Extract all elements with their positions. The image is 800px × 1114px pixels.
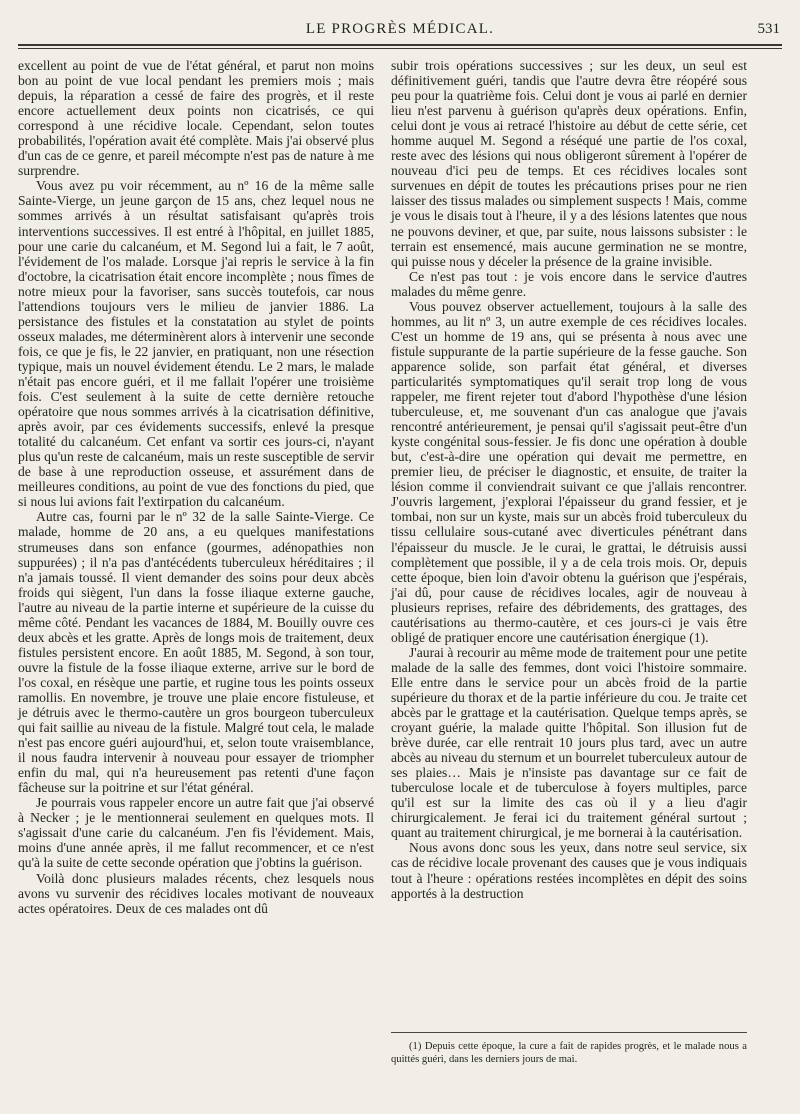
footnote-rule [391, 1032, 747, 1033]
page-number: 531 [757, 21, 780, 37]
paragraph: excellent au point de vue de l'état général, et parut non moins bon au point de vue local pendant les premiers mois ; mais depuis, la réparation a cessé de faire des progrès, et il reste encore actuellement deux points non cicatrisés, ce qui correspond à une récidive locale. Cependant, selon toutes probabilités, l'opération avait été complète. Mais j'ai observé plus d'un cas de ce genre, et pareil mécompte n'est pas de nature à me surprendre. [18, 58, 374, 179]
paragraph: Ce n'est pas tout : je vois encore dans le service d'autres malades du même genre. [391, 268, 747, 299]
running-title: LE PROGRÈS MÉDICAL. [305, 21, 495, 37]
header-rule-thin [18, 48, 782, 49]
paragraph: J'aurai à recourir au même mode de traitement pour une petite malade de la salle des femmes, dont voici l'histoire sommaire. Elle entre dans le service pour un abcès froid de la partie supérieure du thorax et de la partie inférieure du cou. Je traite cet abcès par le grattage et la cautérisation. Quelque temps après, se croyant guérie, la malade quitte l'hôpital. Son illusion fut de brève durée, car elle rentrait 10 jours plus tard, avec un autre abcès au niveau du sternum et un bourrelet tuberculeux autour de ses plaies… Mais je n'insiste pas davantage sur ce fait de tuberculose locale et de tuberculose à foyers multiples, parce qu'il est sur la limite des cas où il y a lieu d'agir chirurgicalement. Je ferai ici du traitement général surtout ; quant au traitement chirurgical, je me bornerai à la cautérisation. [391, 644, 747, 841]
paragraph: subir trois opérations successives ; sur les deux, un seul est définitivement guéri, tandis que l'autre devra être réopéré sous peu pour la quatrième fois. Celui dont je vous ai parlé en dernier lieu n'est parvenu à guérison qu'après deux opérations. Enfin, celui dont je vous ai retracé l'histoire au début de cette série, cet homme auquel M. Segond a réséqué une partie de l'os coxal, reste avec des lésions qui nous obligeront sûrement à l'opérer de nouveau d'ici peu de temps. Et ces récidives locales sont survenues en dépit de toutes les précautions prises pour ne rien laisser des tissus malades ou simplement suspects ! Mais, comme je vous le disais tout à l'heure, il y a des lésions latentes que nous ne pouvons deviner, et que, par suite, nous laissons subsister : le terrain est ensemencé, mais aucune germination ne se montre, qui puisse nous y déceler la présence de la graine invisible. [391, 58, 747, 269]
paragraph: Voilà donc plusieurs malades récents, chez lesquels nous avons vu survenir des récidives locales motivant de nouveaux actes opératoires. Deux de ces malades ont dû [18, 870, 374, 916]
paragraph: Vous pouvez observer actuellement, toujours à la salle des hommes, au lit nº 3, un autre exemple de ces récidives locales. C'est un homme de 19 ans, qui se présenta à nous avec une fistule suppurante de la partie supérieure de la fesse gauche. Son apparence solide, son parfait état général, et diverses particularités symptomatiques qu'il serait trop long de vous rappeler, me firent rejeter tout d'abord l'hypothèse d'une lésion tuberculeuse, et, me souvenant d'un cas analogue que j'avais rencontré antérieurement, je pensai qu'il s'agissait peut-être d'un kyste congénital sous-fessier. Je fis donc une opération à double but, c'est-à-dire une opération qui devait me permettre, en premier lieu, de préciser le diagnostic, et ensuite, de traiter la lésion comme il conviendrait suivant ce que j'allais rencontrer. J'ouvris largement, j'explorai l'épaisseur du grand fessier, et je tombai, non sur un kyste, mais sur un abcès froid tuberculeux du tissu cellulaire sous-cutané avec diverticules pénétrant dans l'épaisseur du muscle. Je le curai, le grattai, le détruisis aussi complètement que possible, il y a de cela trois mois. Or, depuis cette époque, bien loin d'avoir obtenu la guérison que j'espérais, j'ai dû, pour cause de récidives locales, agir de nouveau à plusieurs reprises, refaire des débridements, des grattages, des cautérisations au thermo-cautère, et ces jours-ci je vais être obligé de pratiquer encore une cautérisation énergique (1). [391, 298, 747, 645]
paragraph: Nous avons donc sous les yeux, dans notre seul service, six cas de récidive locale provenant des causes que je vous indiquais tout à l'heure : opérations restées incomplètes en dépit des soins apportés à la destruction [391, 840, 747, 901]
paragraph: Je pourrais vous rappeler encore un autre fait que j'ai observé à Necker ; je le mentionnerai seulement en quelques mots. Il s'agissait d'une carie du calcanéum. J'en fis l'évidement. Mais, moins d'une année après, il me fallut recommencer, et ce n'est qu'à la suite de cette seconde opération que j'obtins la guérison. [18, 795, 374, 871]
right-column [391, 58, 747, 901]
footnote [391, 1040, 747, 1066]
footnote-text: (1) Depuis cette époque, la cure a fait de rapides progrès, et le malade nous a quittés guéri, dans les derniers jours de mai. [391, 1041, 747, 1065]
paragraph: Autre cas, fourni par le nº 32 de la salle Sainte-Vierge. Ce malade, homme de 20 ans, a eu quelques manifestations strumeuses dans son enfance (gourmes, adénopathies non suppurées) ; il n'a pas d'antécédents tuberculeux héréditaires ; il n'a jamais toussé. Il vient demander des soins pour deux abcès froids qui siègent, l'un dans la fosse iliaque externe gauche, l'autre au niveau de la partie interne et supérieure de la cuisse du même côté. Pendant les vacances de 1884, M. Bouilly ouvre ces deux abcès et les gratte. Après de longs mois de traitement, deux fistules persistent encore. En août 1885, M. Segond, à son tour, ouvre la fistule de la fosse iliaque externe, arrive sur le bord de l'os coxal, en résèque une partie, et rugine tous les points osseux ramollis. En novembre, je trouve une plaie encore fistuleuse, et je détruis avec le thermo-cautère un gros bourgeon tuberculeux qui fait saillie au niveau de la fistule. Malgré tout cela, le malade n'est pas encore guéri aujourd'hui, et, selon toute vraisemblance, il nous faudra intervenir à nouveau pour essayer de triompher enfin du mal, qui n'a heureusement pas retenti d'une façon fâcheuse sur la poitrine et sur l'état général. [18, 509, 374, 796]
left-column [18, 58, 374, 916]
header-rule-thick [18, 44, 782, 46]
page-header [18, 18, 782, 44]
paragraph: Vous avez pu voir récemment, au nº 16 de la même salle Sainte-Vierge, un jeune garçon de 15 ans, chez lequel nous ne sommes arrivés à un résultat satisfaisant qu'après trois interventions successives. Il est entré à l'hôpital, en juillet 1885, pour une carie du calcanéum, et M. Segond lui a fait, le 7 août, l'évidement de l'os malade. Lorsque j'ai repris le service à la fin d'octobre, la cicatrisation était encore incomplète ; nous fîmes de notre mieux pour la favoriser, sans succès toutefois, car nous l'attendions toujours vers le milieu de janvier 1886. La persistance des fistules et la constatation au stylet de points osseux malades, me déterminèrent alors à intervenir une seconde fois, ce que je fis, le 22 janvier, en pratiquant, non une résection typique, mais un nouvel évidement étendu. Le 2 mars, le malade n'était pas encore guéri, et il me fallait l'opérer une troisième fois. C'est seulement à la suite de cette dernière retouche opératoire que nous sommes arrivés à la cicatrisation définitive, après avoir, par ces évidements successifs, enlevé la presque totalité du calcanéum. Cet enfant va sortir ces jours-ci, n'ayant plus qu'un reste de calcanéum, mais un reste susceptible de servir de base à une reproduction osseuse, et assurément dans de meilleures conditions, au point de vue des fonctions du pied, que si nous lui avions fait l'extirpation du calcanéum. [18, 178, 374, 510]
